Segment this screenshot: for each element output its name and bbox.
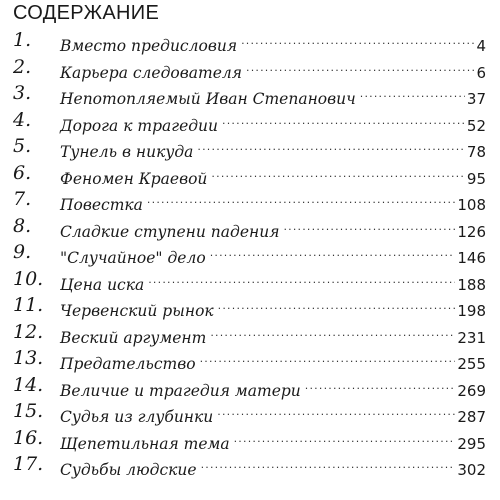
dot-leader xyxy=(211,162,464,184)
toc-entry-number: 17. xyxy=(13,453,44,475)
toc-entry xyxy=(0,54,500,81)
dot-leader xyxy=(200,347,456,369)
toc-entry-page: 126 xyxy=(457,222,486,241)
toc-entry-number: 1. xyxy=(13,29,32,51)
toc-entry-number: 10. xyxy=(13,267,44,290)
toc-entry-line xyxy=(60,453,486,481)
toc-entry-page: 146 xyxy=(457,249,486,267)
dot-leader xyxy=(241,29,474,51)
toc-entry-page: 255 xyxy=(457,355,486,373)
dot-leader xyxy=(246,56,474,78)
dot-leader xyxy=(234,427,456,449)
dot-leader xyxy=(360,82,465,104)
toc-entry-number: 9. xyxy=(13,241,32,263)
toc-entry xyxy=(0,186,500,213)
toc-entry-number: 6. xyxy=(13,161,32,184)
toc-entry-page: 52 xyxy=(466,116,486,135)
toc-entry xyxy=(0,345,500,372)
toc-entry-page: 37 xyxy=(466,90,486,108)
toc-entry xyxy=(0,319,500,346)
toc-entry-title: Сладкие ступени падения xyxy=(60,222,280,241)
toc-entry xyxy=(0,451,500,478)
toc-entry-title: Веский аргумент xyxy=(60,328,207,347)
toc-entry xyxy=(0,80,500,107)
toc-entry-number: 3. xyxy=(13,82,32,104)
dot-leader xyxy=(305,374,456,396)
toc-entry-number: 12. xyxy=(13,320,44,343)
toc-entry-number: 15. xyxy=(13,400,44,422)
toc-entry-page: 269 xyxy=(457,381,486,400)
toc-entry xyxy=(0,107,500,134)
dot-leader xyxy=(148,268,455,290)
dot-leader xyxy=(147,188,455,210)
toc-entry-number: 16. xyxy=(13,426,44,449)
toc-entry-title: Предательство xyxy=(60,355,196,373)
toc-entry xyxy=(0,160,500,187)
toc-entry xyxy=(0,292,500,319)
toc-entry-title: Судья из глубинки xyxy=(60,408,214,426)
toc-entry-title: Цена иска xyxy=(60,275,145,294)
toc-entry xyxy=(0,27,500,54)
dot-leader xyxy=(218,294,456,316)
toc-entry-number: 5. xyxy=(13,135,32,157)
toc-entry-title: Щепетильная тема xyxy=(60,434,230,453)
toc-entry-title: Вместо предисловия xyxy=(60,37,238,55)
dot-leader xyxy=(197,135,465,157)
toc-entry-page: 287 xyxy=(457,408,486,426)
toc-entry-page: 4 xyxy=(476,37,486,55)
toc-entry-page: 198 xyxy=(457,302,486,320)
toc-entry-title: Червенский рынок xyxy=(60,302,214,320)
toc-entry-number: 14. xyxy=(13,373,44,396)
toc-entry-title: Судьбы людские xyxy=(60,461,197,479)
toc-entry-title: Тунель в никуда xyxy=(60,143,194,161)
toc-entry-page: 108 xyxy=(457,196,486,214)
toc-entry-title: Величие и трагедия матери xyxy=(60,381,301,400)
toc-entry-title: Дорога к трагедии xyxy=(60,116,219,135)
toc-entry-title: Повестка xyxy=(60,196,143,214)
toc-entry xyxy=(0,239,500,266)
toc-entry-title: Непотопляемый Иван Степанович xyxy=(60,90,356,108)
toc-entry xyxy=(0,266,500,293)
toc-entry xyxy=(0,133,500,160)
toc-entry-page: 95 xyxy=(466,169,486,188)
toc-entry-page: 295 xyxy=(457,434,486,453)
dot-leader xyxy=(217,400,455,422)
toc-entry-number: 4. xyxy=(13,108,32,131)
toc-entry-page: 6 xyxy=(476,63,486,82)
toc-entry-number: 8. xyxy=(13,214,32,237)
toc-entry-page: 188 xyxy=(457,275,486,294)
toc-entry-page: 78 xyxy=(466,143,486,161)
toc-entry-title: Карьера следователя xyxy=(60,63,243,82)
page-title: СОДЕРЖАНИЕ xyxy=(13,2,160,24)
toc-entry-page: 231 xyxy=(457,328,486,347)
toc-entry-number: 13. xyxy=(13,347,44,369)
dot-leader xyxy=(210,241,456,263)
toc-entry-number: 2. xyxy=(13,55,32,78)
toc-entry xyxy=(0,372,500,399)
table-of-contents xyxy=(0,27,500,478)
toc-entry xyxy=(0,425,500,452)
toc-entry-number: 7. xyxy=(13,188,32,210)
toc-entry xyxy=(0,213,500,240)
toc-entry-title: "Случайное" дело xyxy=(60,249,206,267)
toc-entry-page: 302 xyxy=(457,461,486,479)
dot-leader xyxy=(283,215,455,237)
toc-entry xyxy=(0,398,500,425)
toc-entry-number: 11. xyxy=(13,294,44,316)
toc-entry-title: Феномен Краевой xyxy=(60,169,208,188)
dot-leader xyxy=(210,321,455,343)
dot-leader xyxy=(222,109,465,131)
dot-leader xyxy=(201,453,456,475)
